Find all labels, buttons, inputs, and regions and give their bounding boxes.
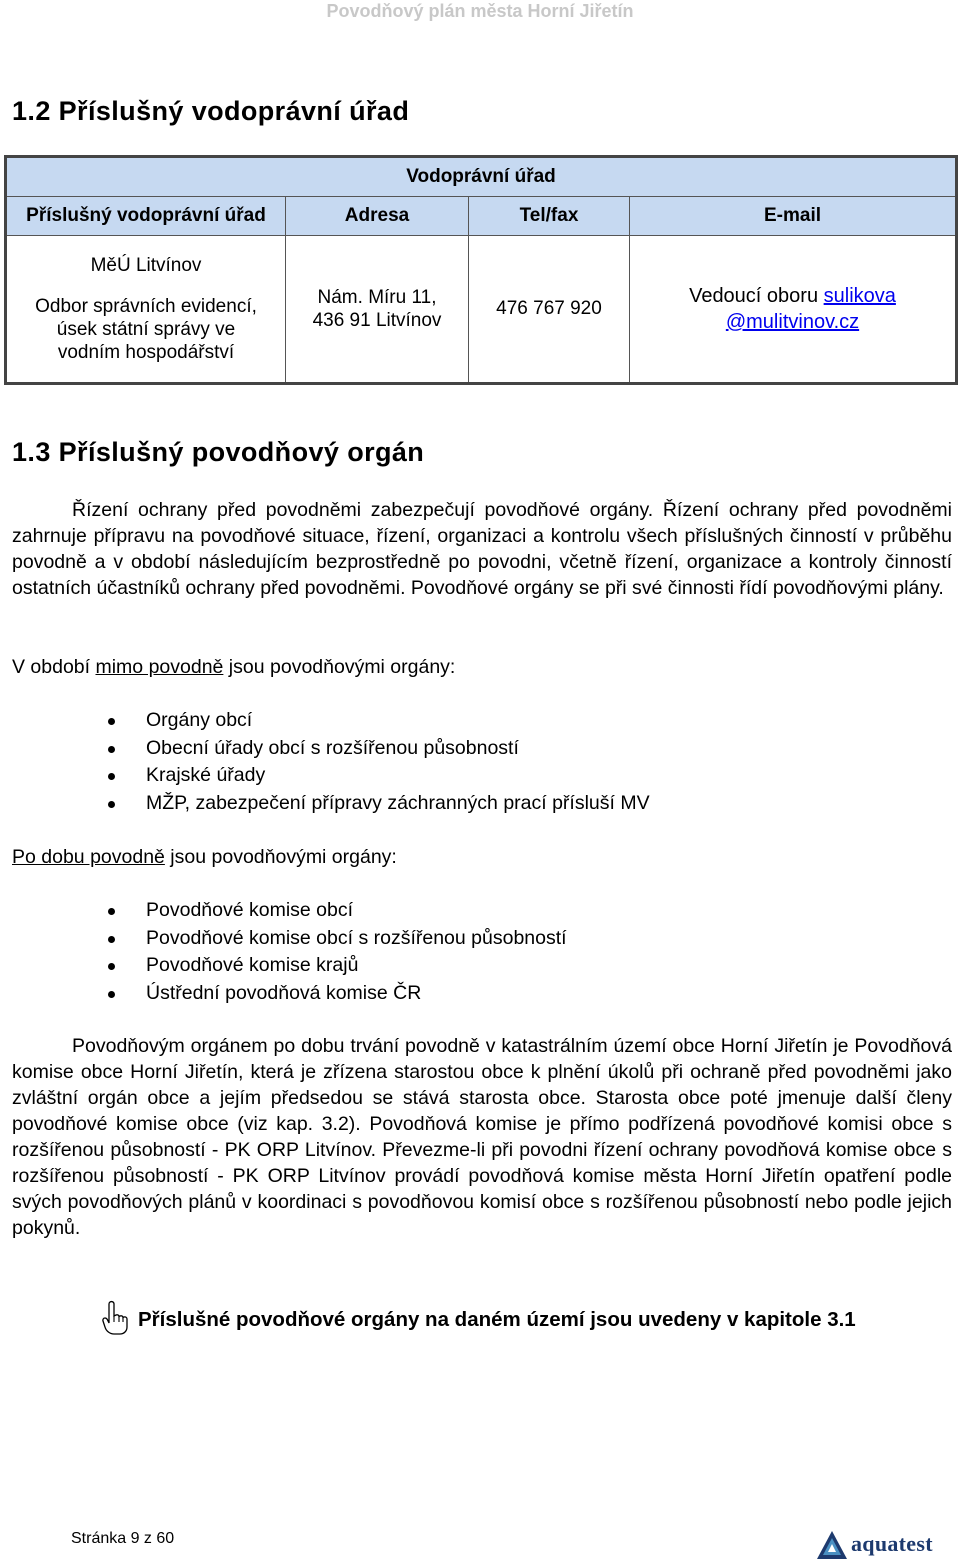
page-number: Stránka 9 z 60 [71,1530,175,1547]
list-item [108,735,650,763]
intro-paragraph: Řízení ochrany před povodněmi zabezpečují povodňové orgány. Řízení ochrany před povodněmi zahrnuje přípravu na povodňové situace, řízení, organizaci a kontrolu všech příslušných činností v průběhu povodně a v období následujícím bezprostředně po povodni, včetně řízení, organizace a kontroly činností ostatních účastníků ochrany před povodněmi. Povodňové orgány se při své činnosti řídí povodňovými plány. [12,499,952,599]
list-item [108,707,650,735]
column-header-authority: Příslušný vodoprávní úřad [6,197,286,236]
section-heading-1-3: 1.3 Příslušný povodňový orgán [12,437,425,467]
list-item [108,762,650,790]
underlined-phrase: Po dobu povodně [12,846,165,868]
list-item [108,980,567,1008]
underlined-phrase: mimo povodně [95,656,224,678]
email-cell [630,236,957,384]
bullet-icon [108,801,115,808]
list-item-text: Ústřední povodňová komise ČR [146,981,422,1004]
address-line: Nám. Míru 11, [317,287,437,308]
outside-flood-list [108,707,650,817]
authority-department: úsek státní správy ve [56,319,236,340]
address-cell [286,236,469,384]
email-link[interactable]: @mulitvinov.cz [725,311,860,333]
column-header-phone: Tel/fax [469,197,630,236]
section-heading-1-2: 1.2 Příslušný vodoprávní úřad [12,96,410,126]
address-line: 436 91 Litvínov [312,310,442,331]
logo-wordmark: aquatest [851,1531,933,1556]
column-header-email: E-mail [630,197,957,236]
during-flood-list [108,897,567,1007]
logo-mark-icon [815,1529,849,1563]
text-span: V období [12,656,96,678]
authority-department: vodním hospodářství [57,342,235,363]
water-authority-table [4,155,958,385]
pointing-hand-icon [100,1300,130,1336]
bullet-icon [108,773,115,780]
page-header: Povodňový plán města Horní Jiřetín [326,1,634,21]
bullet-icon [108,991,115,998]
email-link[interactable]: sulikova [823,285,896,307]
authority-cell [6,236,286,384]
list-item-text: Povodňové komise krajů [146,954,359,976]
table-caption: Vodoprávní úřad [6,157,957,197]
reference-note-text: Příslušné povodňové orgány na daném území jsou uvedeny v kapitole 3.1 [138,1308,856,1331]
during-flood-intro [12,844,952,870]
bullet-icon [108,963,115,970]
phone-cell: 476 767 920 [469,236,630,384]
authority-department: Odbor správních evidencí, [35,296,257,317]
bullet-icon [108,908,115,915]
list-item [108,897,567,925]
list-item-text: Orgány obcí [146,709,253,731]
bullet-icon [108,936,115,943]
column-header-address: Adresa [286,197,469,236]
text-span: jsou povodňovými orgány: [164,846,397,868]
list-item-text: MŽP, zabezpečení přípravy záchranných prací přísluší MV [146,791,650,814]
list-item-text: Povodňové komise obcí s rozšířenou působností [146,926,567,949]
aquatest-logo [815,1527,950,1565]
email-prefix: Vedoucí oboru [689,285,819,307]
bullet-icon [108,746,115,753]
text-span: jsou povodňovými orgány: [223,656,456,678]
list-item-text: Obecní úřady obcí s rozšířenou působností [146,736,519,759]
table-row [6,236,957,384]
list-item [108,925,567,953]
outside-flood-intro [12,654,952,680]
authority-name: MěÚ Litvínov [90,255,202,276]
list-item-text: Krajské úřady [146,764,266,786]
list-item [108,790,650,818]
list-item-text: Povodňové komise obcí [146,899,354,921]
closing-paragraph: Povodňovým orgánem po dobu trvání povodně v katastrálním území obce Horní Jiřetín je Povodňová komise obce Horní Jiřetín, která je zřízena starostou obce k plnění úkolů při ochraně před povodněmi jako zvláštní orgán obce a jejím předsedou se stává starosta obce. Starosta obce poté jmenuje další členy povodňové komise obce (viz kap. 3.2). Povodňová komise je přímo podřízená povodňové komisi obce s rozšířenou působností - PK ORP Litvínov. Převezme-li při povodni řízení ochrany povodňová komise obce s rozšířenou působností - PK ORP Litvínov provádí povodňová komise města Horní Jiřetín opatření podle svých povodňových plánů v koordinaci s povodňovou komisí obce s rozšířenou působností nebo podle jejich pokynů. [12,1035,952,1239]
list-item [108,952,567,980]
bullet-icon [108,718,115,725]
